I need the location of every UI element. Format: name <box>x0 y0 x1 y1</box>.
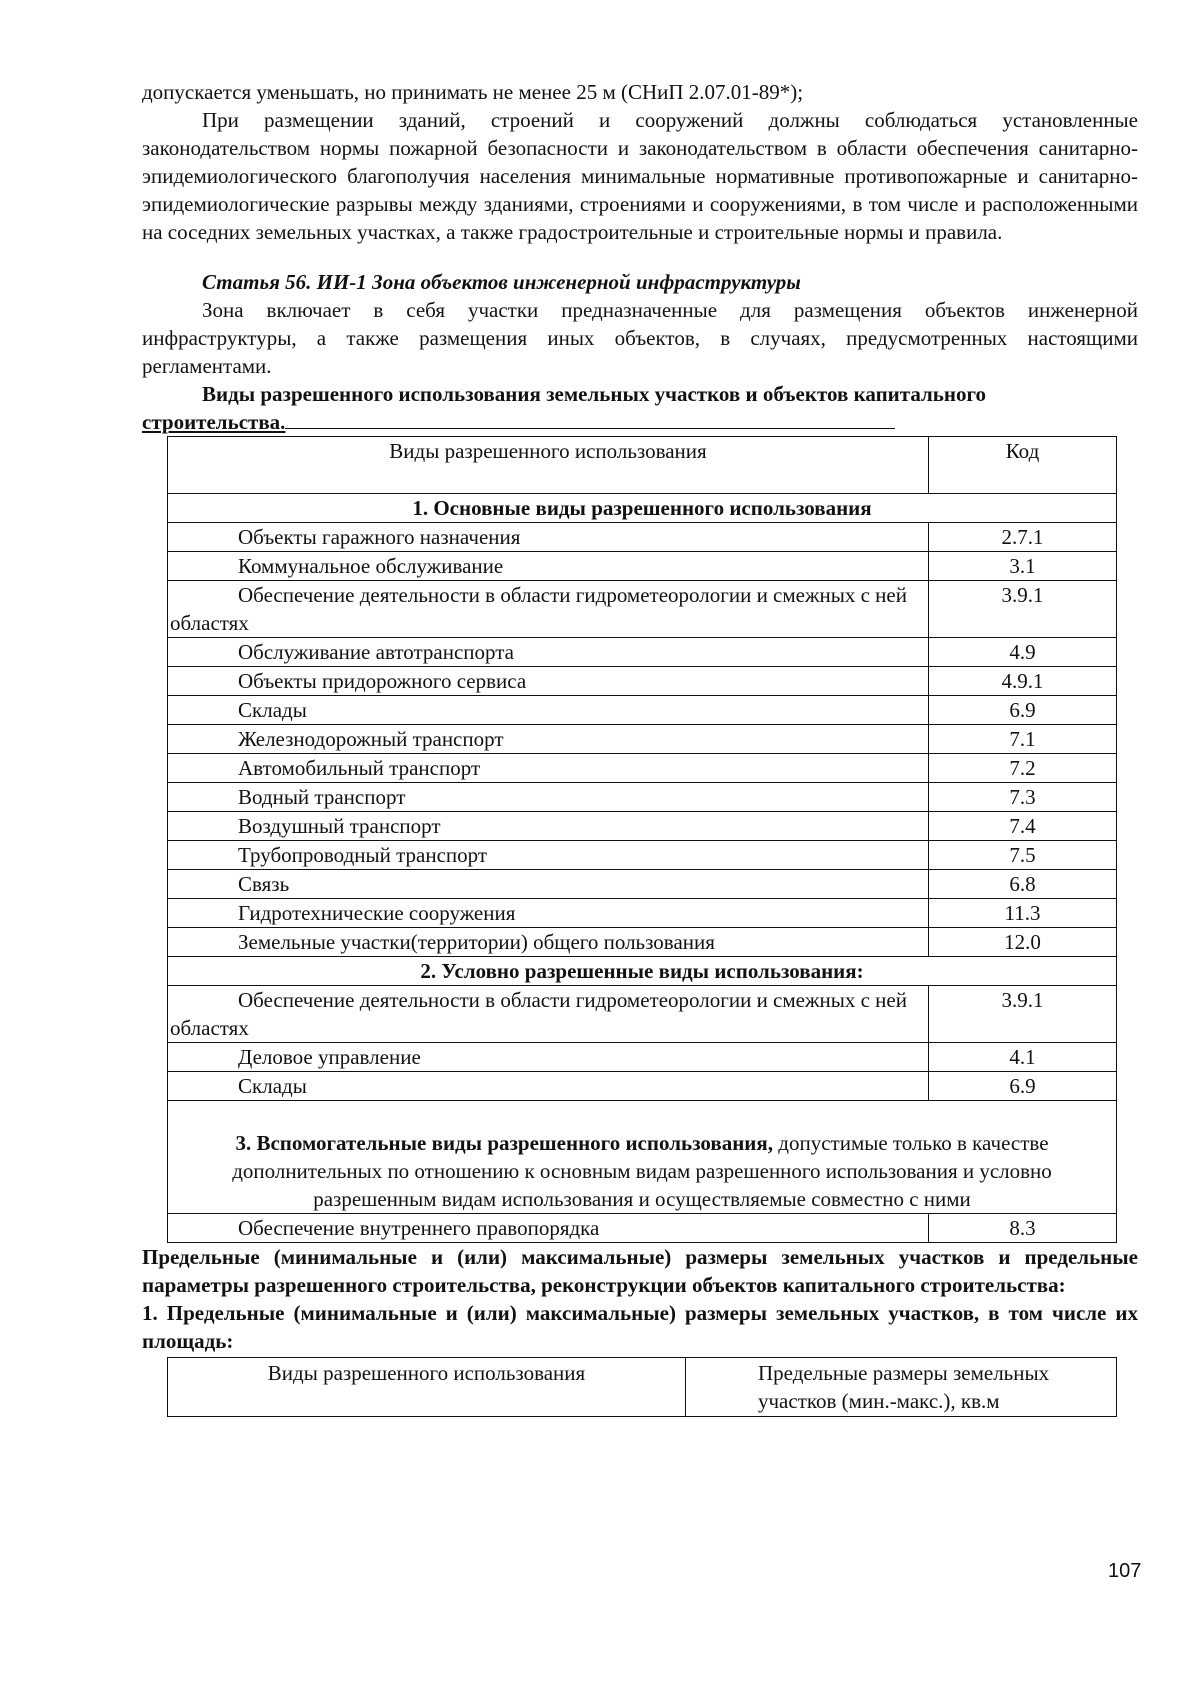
use-code: 6.9 <box>929 696 1117 725</box>
section3-text: допустимые только в качестве дополнительных по отношению к основным видам разрешенного использования и условно разрешенным видам использования и осуществляемые совместно с ними <box>232 1131 1052 1211</box>
table-row <box>168 1214 1117 1243</box>
table-row <box>168 523 1117 552</box>
use-code: 3.1 <box>929 552 1117 581</box>
table-header-row <box>168 437 1117 494</box>
use-name: Связь <box>168 870 929 899</box>
table-title <box>142 380 1138 408</box>
use-name: Железнодорожный транспорт <box>168 725 929 754</box>
table-row <box>168 552 1117 581</box>
section-row <box>168 1101 1117 1214</box>
use-name: Склады <box>168 696 929 725</box>
section3-bold: 3. Вспомогательные виды разрешенного использования, <box>235 1131 774 1155</box>
article-text: Зона включает в себя участки предназначенные для размещения объектов инженерной инфраструктуры, а также размещения иных объектов, в случаях, предусмотренных настоящими регламентами. <box>142 298 1138 378</box>
limits-subtitle: 1. Предельные (минимальные и (или) максимальные) размеры земельных участков, в том числе их площадь: <box>142 1301 1138 1353</box>
use-name: Объекты гаражного назначения <box>168 523 929 552</box>
section-row <box>168 957 1117 986</box>
table-row <box>168 986 1117 1043</box>
use-name: Объекты придорожного сервиса <box>168 667 929 696</box>
use-code: 4.9.1 <box>929 667 1117 696</box>
header-name: Виды разрешенного использования <box>168 437 929 494</box>
table-row <box>168 1043 1117 1072</box>
use-code: 8.3 <box>929 1214 1117 1243</box>
title-underline <box>285 427 895 429</box>
table-row <box>168 841 1117 870</box>
use-name: Обеспечение внутреннего правопорядка <box>168 1214 929 1243</box>
use-code: 3.9.1 <box>929 581 1117 638</box>
section1-title: 1. Основные виды разрешенного использования <box>168 494 1117 523</box>
table-row <box>168 696 1117 725</box>
use-name: Земельные участки(территории) общего пользования <box>168 928 929 957</box>
use-name: Водный транспорт <box>168 783 929 812</box>
use-name: Обеспечение деятельности в области гидрометеорологии и смежных с ней областях <box>168 986 929 1043</box>
section-row <box>168 494 1117 523</box>
use-code: 12.0 <box>929 928 1117 957</box>
use-code: 11.3 <box>929 899 1117 928</box>
use-name: Коммунальное обслуживание <box>168 552 929 581</box>
use-name: Склады <box>168 1072 929 1101</box>
permitted-uses-table <box>167 436 1117 1243</box>
table-row <box>168 725 1117 754</box>
use-name: Деловое управление <box>168 1043 929 1072</box>
limits-table <box>167 1357 1117 1417</box>
use-code: 3.9.1 <box>929 986 1117 1043</box>
use-code: 7.5 <box>929 841 1117 870</box>
table-row <box>168 667 1117 696</box>
table-row <box>168 899 1117 928</box>
use-code: 6.9 <box>929 1072 1117 1101</box>
table-row <box>168 638 1117 667</box>
document-page <box>142 78 1138 1417</box>
table-row <box>168 581 1117 638</box>
table-title-cont <box>142 408 1138 436</box>
use-name: Воздушный транспорт <box>168 812 929 841</box>
use-name: Трубопроводный транспорт <box>168 841 929 870</box>
table-title-line2: строительства. <box>142 410 286 434</box>
page-number: 107 <box>1108 1560 1142 1582</box>
use-code: 7.1 <box>929 725 1117 754</box>
use-code: 7.4 <box>929 812 1117 841</box>
use-code: 4.9 <box>929 638 1117 667</box>
use-code: 2.7.1 <box>929 523 1117 552</box>
use-name: Обслуживание автотранспорта <box>168 638 929 667</box>
intro-line: допускается уменьшать, но принимать не менее 25 м (СНиП 2.07.01-89*); <box>142 80 804 104</box>
limits-col2: Предельные размеры земельных участков (мин.-макс.), кв.м <box>686 1358 1117 1417</box>
use-name: Гидротехнические сооружения <box>168 899 929 928</box>
limits-title: Предельные (минимальные и (или) максимальные) размеры земельных участков и предельные параметры разрешенного строительства, реконструкции объектов капитального строительства: <box>142 1245 1138 1297</box>
article-heading: Статья 56. ИИ-1 Зона объектов инженерной инфраструктуры <box>202 270 801 294</box>
use-name: Автомобильный транспорт <box>168 754 929 783</box>
table-row <box>168 928 1117 957</box>
table-row <box>168 754 1117 783</box>
table-row <box>168 870 1117 899</box>
use-code: 7.3 <box>929 783 1117 812</box>
table-row <box>168 1072 1117 1101</box>
use-code: 6.8 <box>929 870 1117 899</box>
limits-header-row <box>168 1358 1117 1417</box>
section-title: 2. Условно разрешенные виды использования: <box>168 957 1117 986</box>
table-title-line1: Виды разрешенного использования земельных участков и объектов капитального <box>202 382 987 406</box>
limits-col1: Виды разрешенного использования <box>168 1358 686 1417</box>
intro-paragraph: При размещении зданий, строений и сооружений должны соблюдаться установленные законодательством нормы пожарной безопасности и законодательством в области обеспечения санитарно-эпидемиологического благополучия населения минимальные нормативные противопожарные и санитарно-эпидемиологические разрывы между зданиями, строениями и сооружениями, в том числе и расположенными на соседних земельных участках, а также градостроительные и строительные нормы и правила. <box>142 108 1138 244</box>
header-code: Код <box>929 437 1117 494</box>
use-code: 7.2 <box>929 754 1117 783</box>
section3-title <box>168 1101 1117 1214</box>
use-name: Обеспечение деятельности в области гидрометеорологии и смежных с ней областях <box>168 581 929 638</box>
use-code: 4.1 <box>929 1043 1117 1072</box>
table-row <box>168 783 1117 812</box>
table-row <box>168 812 1117 841</box>
